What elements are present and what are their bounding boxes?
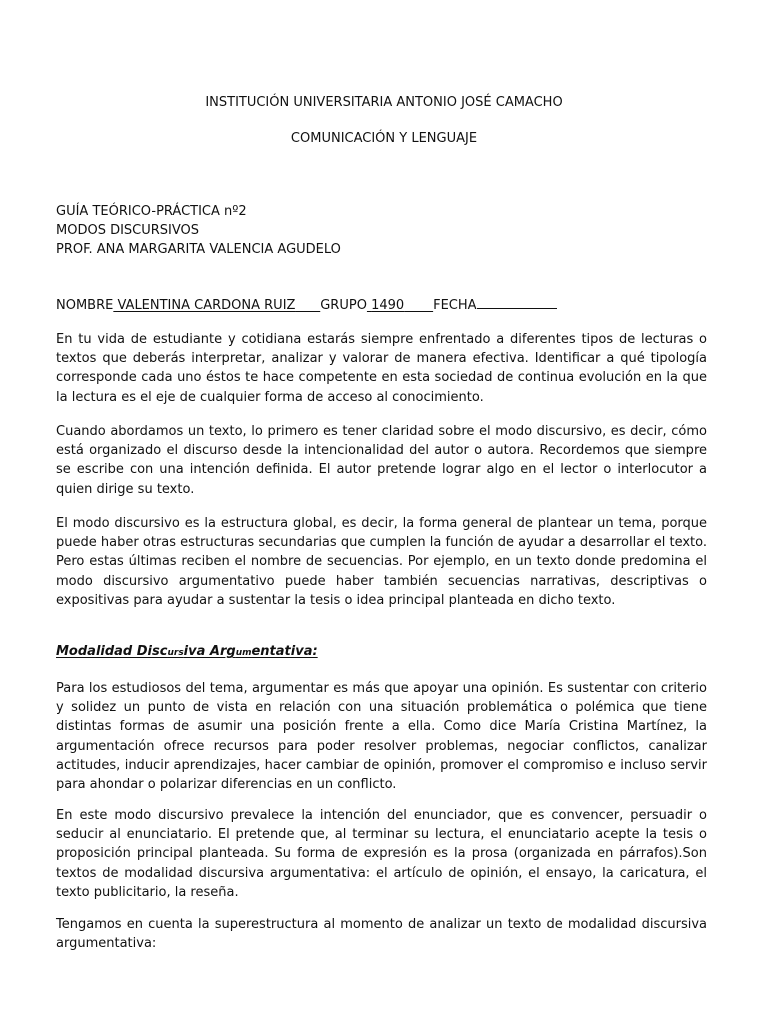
date-label: FECHA: [433, 298, 477, 313]
guide-subtitle: MODOS DISCURSIVOS: [56, 223, 200, 238]
institution-title: INSTITUCIÓN UNIVERSITARIA ANTONIO JOSÉ CAMACHO: [205, 95, 563, 110]
paragraph-6: Tengamos en cuenta la superestructura al momento de analizar un texto de modalidad discursiva argumentativa:: [56, 917, 707, 952]
paragraph-3: El modo discursivo es la estructura global, es decir, la forma general de plantear un tema, porque puede haber otras estructuras secundarias que cumplen la función de ayudar a desarrollar el texto. Pero estas últimas reciben el nombre de secuencias. Por ejemplo, en un texto donde predomina el modo discursivo argumentativo puede haber también secuencias narrativas, descriptivas o expositivas para ayudar a sustentar la tesis o idea principal planteada en dicho texto.: [56, 516, 707, 608]
paragraph-1: En tu vida de estudiante y cotidiana estarás siempre enfrentado a diferentes tipos de lecturas o textos que deberás interpretar, analizar y valorar de manera efectiva. Identificar a qué tipología corresponde cada uno éstos te hace competente en esta sociedad de continua evolución en la que la lectura es el eje de cualquier forma de acceso al conocimiento.: [56, 332, 707, 405]
guide-title: GUÍA TEÓRICO-PRÁCTICA nº2: [56, 204, 247, 219]
professor-name: PROF. ANA MARGARITA VALENCIA AGUDELO: [56, 242, 341, 257]
section-heading: Modalidad Discursiva Argumentativa:: [56, 644, 318, 659]
group-label: GRUPO: [320, 298, 367, 313]
course-title: COMUNICACIÓN Y LENGUAJE: [290, 131, 478, 146]
date-blank: [477, 294, 557, 309]
student-info-line: [56, 294, 557, 315]
paragraph-5: En este modo discursivo prevalece la intención del enunciador, que es convencer, persuadir o seducir al enunciatario. El pretende que, al terminar su lectura, el enunciatario acepte la tesis o proposición principal planteada. Su forma de expresión es la prosa (organizada en párrafos).Son textos de modalidad discursiva argumentativa: el artículo de opinión, el ensayo, la caricatura, el texto publicitario, la reseña.: [56, 808, 707, 900]
name-label: NOMBRE: [56, 298, 114, 313]
group-value: 1490: [371, 298, 405, 313]
name-value: VALENTINA CARDONA RUIZ: [117, 298, 296, 313]
paragraph-4: Para los estudiosos del tema, argumentar es más que apoyar una opinión. Es sustentar con criterio y solidez un punto de vista en relación con una situación problemática o polémica que tiene distintas formas de asumir una posición frente a ella. Como dice María Cristina Martínez, la argumentación ofrece recursos para poder resolver problemas, negociar conflictos, canalizar actitudes, inducir aprendizajes, hacer cambiar de opinión, promover el compromiso e incluso servir para ahondar o polarizar diferencias en un conflicto.: [56, 681, 707, 793]
paragraph-2: Cuando abordamos un texto, lo primero es tener claridad sobre el modo discursivo, es decir, cómo está organizado el discurso desde la intencionalidad del autor o autora. Recordemos que siempre se escribe con una intención definida. El autor pretende lograr algo en el lector o interlocutor a quien dirige su texto.: [56, 424, 707, 497]
